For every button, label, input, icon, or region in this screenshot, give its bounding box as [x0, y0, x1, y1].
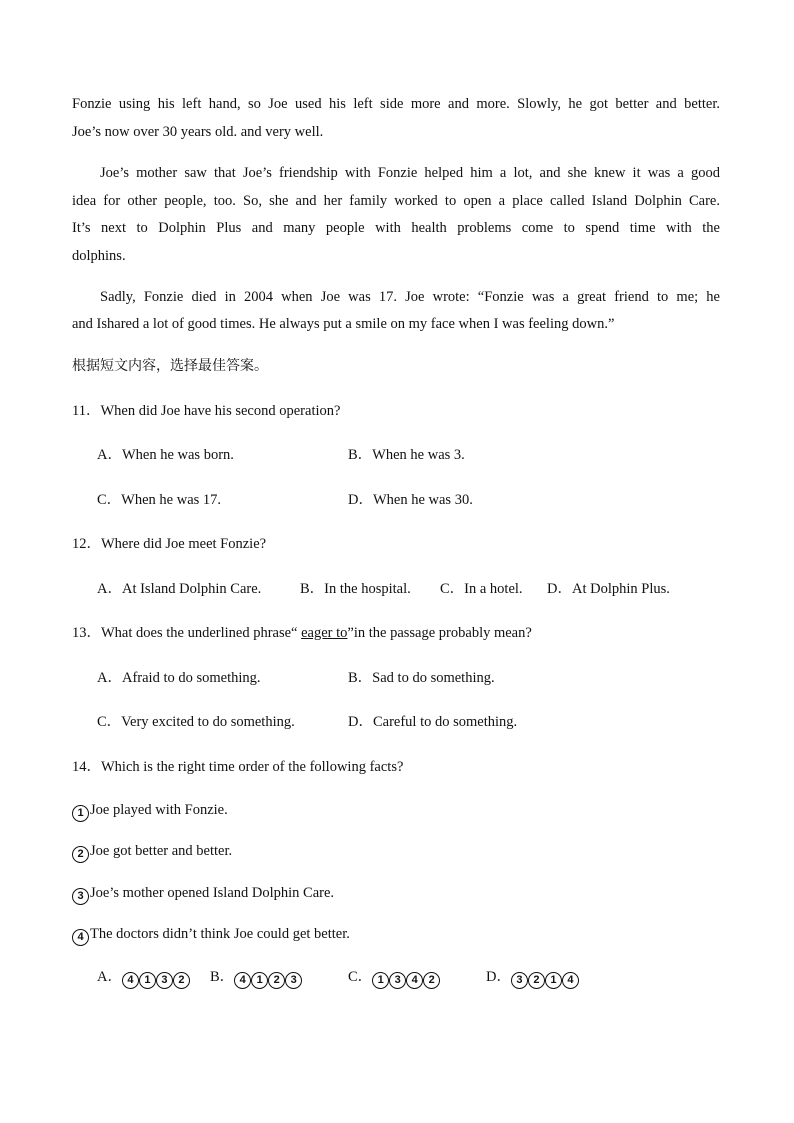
option-label: D．	[486, 969, 511, 985]
q14-option-b[interactable]	[210, 968, 302, 989]
q14-fact-1	[72, 801, 228, 822]
q11-option-a[interactable]: A．When he was born.	[97, 447, 234, 463]
q14-fact-4	[72, 925, 350, 946]
circled-number: 1	[72, 805, 89, 822]
circled-number: 4	[562, 972, 579, 989]
fact-text: Joe played with Fonzie.	[90, 802, 228, 818]
option-label: B．	[210, 969, 235, 985]
q14-option-c[interactable]	[348, 968, 440, 989]
passage-line: and Ishared a lot of good times. He always put a smile on my face when I was feeling down.”	[72, 316, 615, 332]
circled-number: 4	[406, 972, 423, 989]
q11-option-d[interactable]: D．When he was 30.	[348, 492, 473, 508]
passage-line: It’s next to Dolphin Plus and many people with health problems come to spend time with the	[72, 220, 720, 236]
circled-number: 2	[528, 972, 545, 989]
q11-option-c[interactable]: C．When he was 17.	[97, 492, 222, 508]
q14-fact-3	[72, 884, 334, 905]
circled-sequence	[234, 968, 302, 989]
circled-number: 4	[234, 972, 251, 989]
q13-option-b[interactable]: B．Sad to do something.	[348, 670, 495, 686]
circled-sequence	[122, 968, 190, 989]
fact-text: Joe got better and better.	[90, 843, 233, 859]
question-14-stem: 14．Which is the right time order of the following facts?	[72, 759, 404, 775]
q13-option-d[interactable]: D．Careful to do something.	[348, 714, 518, 730]
fact-text: The doctors didn’t think Joe could get better.	[90, 926, 350, 942]
q12-option-a[interactable]: A．At Island Dolphin Care.	[97, 581, 262, 597]
q13-option-a[interactable]: A．Afraid to do something.	[97, 670, 261, 686]
circled-number: 2	[423, 972, 440, 989]
option-label: A．	[97, 969, 122, 985]
q13-stem-post: ”in the passage probably mean?	[347, 625, 532, 641]
q12-option-c[interactable]: C．In a hotel.	[440, 581, 523, 597]
passage-line: Joe’s now over 30 years old. and very well.	[72, 124, 324, 140]
circled-sequence	[372, 968, 440, 989]
fact-text: Joe’s mother opened Island Dolphin Care.	[90, 885, 335, 901]
circled-number: 2	[173, 972, 190, 989]
circled-number: 3	[511, 972, 528, 989]
circled-number: 1	[139, 972, 156, 989]
question-12-stem: 12．Where did Joe meet Fonzie?	[72, 536, 267, 552]
circled-number: 1	[372, 972, 389, 989]
question-11-stem: 11．When did Joe have his second operation?	[72, 403, 341, 419]
circled-number: 3	[285, 972, 302, 989]
passage-line: Fonzie using his left hand, so Joe used his left side more and more. Slowly, he got better and better.	[72, 96, 720, 112]
passage-line: idea for other people, too. So, she and her family worked to open a place called Island Dolphin Care.	[72, 193, 720, 209]
q14-option-d[interactable]	[486, 968, 579, 989]
q13-underlined-phrase: eager to	[301, 625, 348, 641]
circled-number: 1	[545, 972, 562, 989]
question-13-stem	[72, 624, 532, 642]
section-instruction: 根据短文内容，选择最佳答案。	[72, 358, 268, 374]
circled-number: 2	[72, 846, 89, 863]
option-label: C．	[348, 969, 373, 985]
q13-stem-pre: 13．What does the underlined phrase“	[72, 625, 302, 641]
q12-option-d[interactable]: D．At Dolphin Plus.	[547, 581, 670, 597]
circled-number: 1	[251, 972, 268, 989]
q14-option-a[interactable]	[97, 968, 190, 989]
q11-option-b[interactable]: B．When he was 3.	[348, 447, 465, 463]
circled-number: 4	[72, 929, 89, 946]
circled-number: 3	[72, 888, 89, 905]
passage-line: Joe’s mother saw that Joe’s friendship with Fonzie helped him a lot, and she knew it was a good	[100, 165, 720, 181]
circled-sequence	[511, 968, 579, 989]
circled-number: 4	[122, 972, 139, 989]
circled-number: 3	[156, 972, 173, 989]
q14-fact-2	[72, 842, 232, 863]
circled-number: 3	[389, 972, 406, 989]
passage-line: Sadly, Fonzie died in 2004 when Joe was 17. Joe wrote: “Fonzie was a great friend to me; he	[100, 289, 720, 305]
circled-number: 2	[268, 972, 285, 989]
q12-option-b[interactable]: B．In the hospital.	[300, 581, 411, 597]
passage-line: dolphins.	[72, 248, 126, 264]
q13-option-c[interactable]: C．Very excited to do something.	[97, 714, 295, 730]
